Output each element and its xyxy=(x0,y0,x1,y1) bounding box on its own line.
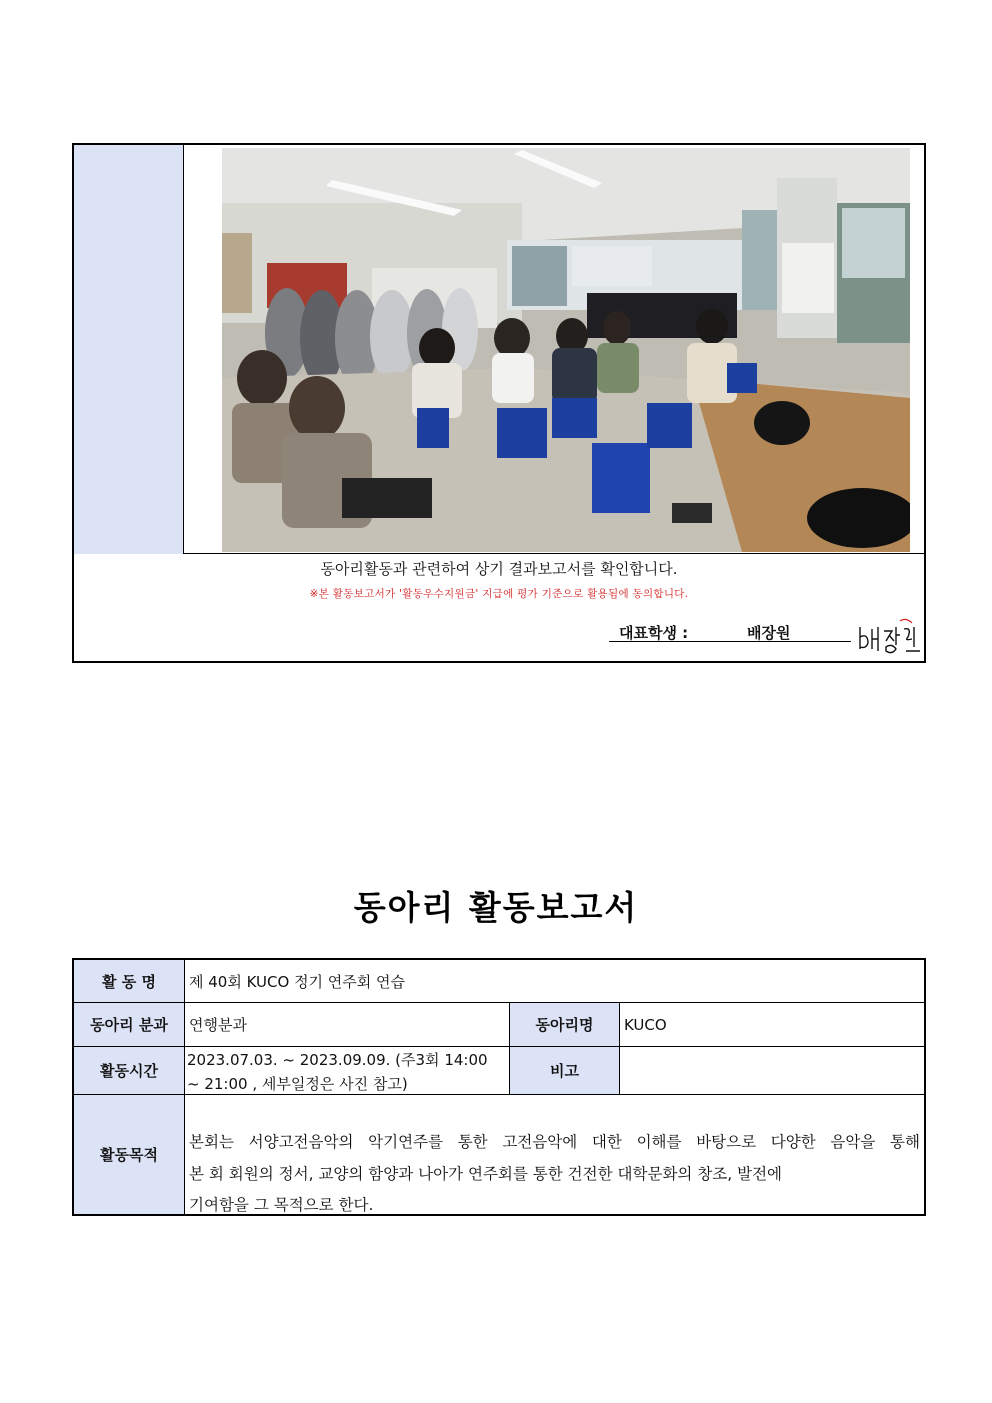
activity-time-line-1: 2023.07.03. ~ 2023.09.09. (주3회 14:00 xyxy=(187,1051,488,1069)
purpose-line-1: 본회는 서양고전음악의 악기연주를 통한 고전음악에 대한 이해를 바탕으로 다양한 음악을 통해 xyxy=(189,1133,920,1151)
representative-line xyxy=(609,622,851,642)
confirmation-text: 동아리활동과 관련하여 상기 결과보고서를 확인합니다. xyxy=(320,560,678,578)
club-name-value: KUCO xyxy=(620,1003,924,1047)
document-title: 동아리 활동보고서 xyxy=(353,888,639,927)
category-label: 동아리 분과 xyxy=(74,1003,185,1047)
confirmation-table xyxy=(72,143,926,663)
activity-name-label: 활 동 명 xyxy=(74,960,185,1003)
note-value xyxy=(620,1047,924,1095)
consent-notice: ※본 활동보고서가 '활동우수지원금' 지급에 평가 기준으로 활용됨에 동의합니다. xyxy=(309,588,689,600)
representative-label: 대표학생 : xyxy=(619,624,689,642)
activity-report-table xyxy=(72,958,926,1216)
activity-time-value xyxy=(185,1047,510,1095)
purpose-label: 활동목적 xyxy=(74,1095,185,1214)
photo-cell xyxy=(185,145,924,554)
activity-name-value: 제 40회 KUCO 정기 연주회 연습 xyxy=(185,960,924,1003)
activity-photo xyxy=(222,148,910,552)
note-label: 비고 xyxy=(510,1047,620,1095)
signature-row xyxy=(74,555,924,661)
activity-time-line-2: ~ 21:00 , 세부일정은 사진 참고) xyxy=(187,1075,408,1093)
handwritten-signature xyxy=(856,615,926,657)
category-value: 연행분과 xyxy=(185,1003,510,1047)
purpose-line-3: 기여함을 그 목적으로 한다. xyxy=(189,1196,374,1214)
club-name-label: 동아리명 xyxy=(510,1003,620,1047)
purpose-line-2: 본 회 회원의 정서, 교양의 함양과 나아가 연주회를 통한 건전한 대학문화의 창조, 발전에 xyxy=(189,1164,783,1183)
photo-label-cell xyxy=(74,145,184,554)
purpose-value xyxy=(185,1095,924,1214)
photo-row xyxy=(74,145,924,554)
representative-name: 배장원 xyxy=(747,624,791,642)
activity-time-label: 활동시간 xyxy=(74,1047,185,1095)
